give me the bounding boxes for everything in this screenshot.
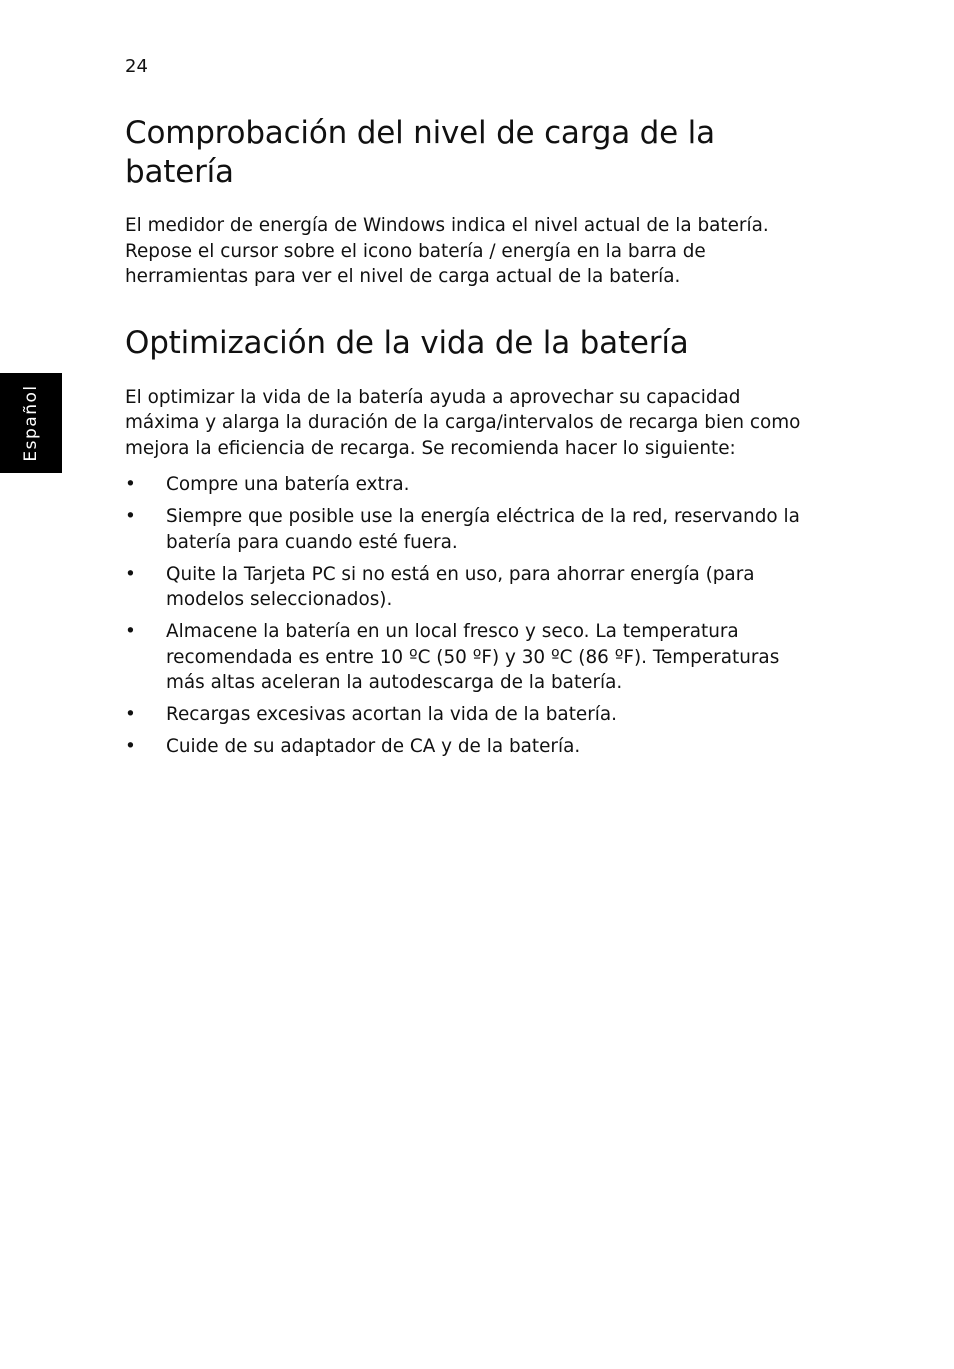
recommendations-list <box>125 472 815 760</box>
bullet-icon: • <box>125 506 136 527</box>
list-item <box>125 734 815 760</box>
bullet-icon: • <box>125 736 136 757</box>
list-item <box>125 472 815 498</box>
list-item-text: Almacene la batería en un local fresco y seco. La temperatura recomendada es entre 10 ºC (50 ºF) y 30 ºC (86 ºF). Temperaturas más altas aceleran la autodescarga de la batería. <box>166 621 780 693</box>
section-title-battery-life: Optimización de la vida de la batería <box>125 324 689 361</box>
list-item-text: Recargas excesivas acortan la vida de la batería. <box>166 704 618 725</box>
list-item-text: Quite la Tarjeta PC si no está en uso, para ahorrar energía (para modelos seleccionados). <box>166 563 755 610</box>
bullet-icon: • <box>125 621 136 642</box>
bullet-icon: • <box>125 563 136 585</box>
list-item-text: Compre una batería extra. <box>166 474 410 495</box>
language-side-tab <box>0 373 62 473</box>
section-body-battery-life: El optimizar la vida de la batería ayuda a aprovechar su capacidad máxima y alarga la duración de la carga/intervalos de recarga bien como mejora la eficiencia de recarga. Se recomienda hacer lo siguiente: <box>125 386 801 459</box>
list-item <box>125 562 815 613</box>
list-item <box>125 504 815 555</box>
section-title-battery-level: Comprobación del nivel de carga de la batería <box>125 115 715 190</box>
section-body-battery-level: El medidor de energía de Windows indica el nivel actual de la batería. Repose el cursor sobre el icono batería / energía en la barra de herramientas para ver el nivel de carga actual de la batería. <box>125 215 769 287</box>
list-item-text: Siempre que posible use la energía eléctrica de la red, reservando la batería para cuando esté fuera. <box>166 506 800 553</box>
page-content <box>125 114 815 766</box>
bullet-icon: • <box>125 474 136 495</box>
bullet-icon: • <box>125 704 136 725</box>
list-item-text: Cuide de su adaptador de CA y de la batería. <box>166 736 581 757</box>
language-tab-label: Español <box>21 384 41 462</box>
list-item <box>125 702 815 728</box>
page-number: 24 <box>125 56 148 77</box>
list-item <box>125 619 815 696</box>
